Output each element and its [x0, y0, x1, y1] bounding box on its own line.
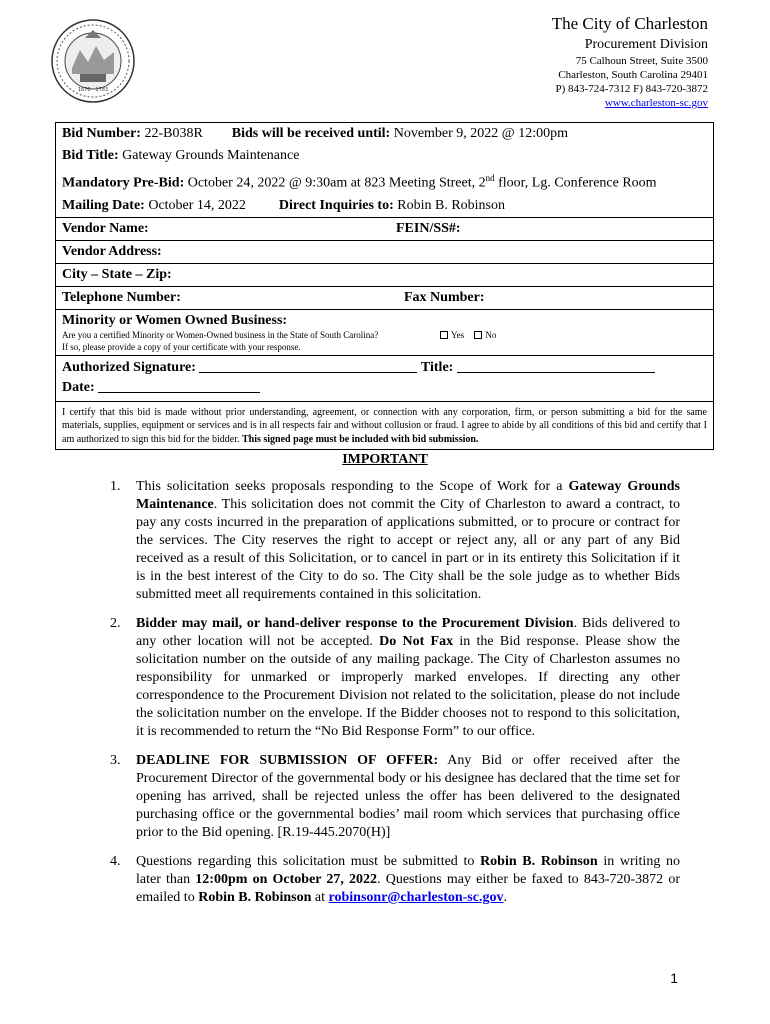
prebid-text-b: floor, Lg. Conference Room — [494, 175, 657, 191]
vendor-name-label: Vendor Name: — [62, 220, 149, 236]
no-checkbox[interactable] — [474, 331, 482, 339]
address-line-1: 75 Calhoun Street, Suite 3500 — [575, 55, 708, 67]
item-number: 2. — [110, 616, 121, 631]
bid-title-label: Bid Title: — [62, 148, 119, 163]
bid-number-row — [56, 123, 713, 145]
bid-title: Gateway Grounds Maintenance — [122, 148, 300, 163]
item-text — [136, 752, 680, 842]
item-number: 3. — [110, 753, 121, 768]
item-4-text-a: Questions regarding this solicitation must be submitted to — [136, 854, 481, 869]
item-2-text-a: . Bids delivered to any other location will not be accepted. — [136, 616, 680, 649]
signature-row — [56, 355, 713, 378]
item-4-text-e: at — [311, 890, 329, 905]
mwbe-row — [56, 309, 713, 355]
bid-form — [55, 122, 714, 450]
item-2-bold-1: Bidder may mail, or hand-deliver response to the Procurement Division — [136, 616, 574, 631]
svg-text:1670 · 1783: 1670 · 1783 — [77, 87, 109, 93]
list-item — [110, 615, 680, 741]
telephone-row[interactable] — [56, 286, 713, 309]
date-label: Date: — [62, 379, 95, 395]
prebid-text-a: October 24, 2022 @ 9:30am at 823 Meeting Street, 2 — [187, 175, 486, 191]
bids-until-label: Bids will be received until: — [231, 126, 391, 141]
page-number: 1 — [670, 970, 678, 986]
yes-checkbox[interactable] — [440, 331, 448, 339]
item-1-text-c: . This solicitation does not commit the City of Charleston to award a contract, to pay any costs incurred in the preparation of applications submitted, or to procure or contract for the services. The City reserves the right to accept or reject any, all or any part of any Bid received as a result of this Solicitation, or to cancel in part or in its entirety this Solicitation if it is in the best interest of the City to do so. The City shall be the sole judge as to whether Bids submitted meet all requirements contained in this solicitation. — [136, 497, 680, 602]
letterhead — [552, 14, 708, 110]
item-4-bold-2: 12:00pm on October 27, 2022 — [195, 872, 378, 887]
title-line[interactable] — [457, 372, 655, 373]
bid-title-row — [56, 145, 713, 167]
bid-number: 22-B038R — [144, 126, 203, 141]
item-3-bold: DEADLINE FOR SUBMISSION OF OFFER: — [136, 753, 439, 768]
item-4-bold-3: Robin B. Robinson — [198, 890, 312, 905]
item-2-bold-2: Do Not Fax — [379, 634, 454, 649]
item-number: 4. — [110, 854, 121, 869]
mwbe-label: Minority or Women Owned Business: — [62, 312, 288, 328]
certify-text: I certify that this bid is made without prior understanding, agreement, or connection with any corporation, firm, or person submitting a bid for the same materials, supplies, equipment or services and is in all respects fair and without collusion or fraud. I agree to abide by all conditions of this bid and certify that I am authorized to sign this bid for the bidder. — [62, 406, 707, 445]
mwbe-question-line — [62, 329, 707, 341]
title-label: Title: — [420, 359, 454, 375]
city-name: The City of Charleston — [551, 14, 708, 33]
instructions-list — [110, 478, 680, 918]
email-link[interactable]: robinsonr@charleston-sc.gov — [328, 890, 504, 905]
important-heading: IMPORTANT — [342, 452, 428, 467]
website-link[interactable]: www.charleston-sc.gov — [604, 97, 708, 109]
mwbe-question: Are you a certified Minority or Women-Owned business in the State of South Carolina? — [62, 329, 379, 340]
list-item — [110, 478, 680, 604]
prebid-sup: nd — [485, 173, 495, 183]
city-seal-logo — [50, 18, 136, 104]
address-line-2: Charleston, South Carolina 29401 — [558, 69, 708, 81]
inquiries-contact: Robin B. Robinson — [397, 197, 506, 213]
date-line[interactable] — [98, 392, 260, 393]
mwbe-options — [440, 329, 496, 341]
item-text — [136, 615, 680, 741]
bid-number-label: Bid Number: — [62, 126, 141, 141]
item-4-text-d: . Questions may either be faxed to 843-720-3872 or emailed to — [136, 872, 680, 905]
item-1-text-a: This solicitation seeks proposals responding to the Scope of Work for a — [136, 479, 569, 494]
phone-fax: P) 843-724-7312 F) 843-720-3872 — [555, 83, 708, 95]
vendor-name-row[interactable] — [56, 217, 713, 240]
certification-statement — [56, 401, 713, 450]
list-item — [110, 752, 680, 842]
city-state-zip-label: City – State – Zip: — [62, 266, 172, 282]
bids-until: November 9, 2022 @ 12:00pm — [393, 126, 568, 141]
fax-label: Fax Number: — [404, 289, 485, 305]
no-label: No — [485, 329, 497, 340]
item-number: 1. — [110, 479, 121, 494]
prebid-row — [56, 167, 713, 195]
item-3-text-c: Any Bid or offer received after the Procurement Director of the governmental body or his designee has declared that the time set for opening has arrived, shall be rejected unless the offer has been delivered to the designated purchasing office or the governmental bodies’ mail room which services that purchasing office prior to the Bid opening. [R.19-445.2070(H)] — [136, 753, 681, 840]
item-text — [136, 478, 680, 604]
city-state-zip-row[interactable] — [56, 263, 713, 286]
list-item — [110, 853, 680, 907]
telephone-label: Telephone Number: — [62, 289, 181, 305]
certify-bold: This signed page must be included with bid submission. — [241, 433, 479, 445]
yes-label: Yes — [451, 329, 465, 340]
mwbe-note: If so, please provide a copy of your certificate with your response. — [62, 341, 301, 352]
inquiries-label: Direct Inquiries to: — [278, 197, 394, 213]
vendor-address-row[interactable] — [56, 240, 713, 263]
signature-line[interactable] — [199, 372, 417, 373]
signature-label: Authorized Signature: — [62, 359, 196, 375]
division-name: Procurement Division — [584, 37, 708, 52]
mailing-label: Mailing Date: — [62, 197, 145, 213]
item-4-text-c: in writing no later than — [136, 854, 681, 887]
prebid-label: Mandatory Pre-Bid: — [62, 175, 185, 191]
vendor-address-label: Vendor Address: — [62, 243, 162, 259]
item-1-bold: Gateway Grounds Maintenance — [136, 479, 680, 512]
mailing-row — [56, 195, 713, 217]
fein-label: FEIN/SS#: — [396, 220, 461, 236]
mailing-date: October 14, 2022 — [148, 197, 246, 213]
date-row — [56, 378, 713, 401]
item-4-text-f: . — [503, 890, 507, 905]
item-4-bold-1: Robin B. Robinson — [480, 854, 598, 869]
item-2-text-c: in the Bid response. Please show the solicitation number on the outside of any mailing package. The City of Charleston assumes no responsibility for unmarked or improperly marked envelopes. If directing any other correspondence to the Procurement Division not related to the solicitation, please do not include the solicitation number on the envelope. If the Bidder chooses not to respond to this solicitation, it is recommended to return the “No Bid Response Form” to our office. — [136, 634, 680, 739]
item-text — [136, 853, 680, 907]
